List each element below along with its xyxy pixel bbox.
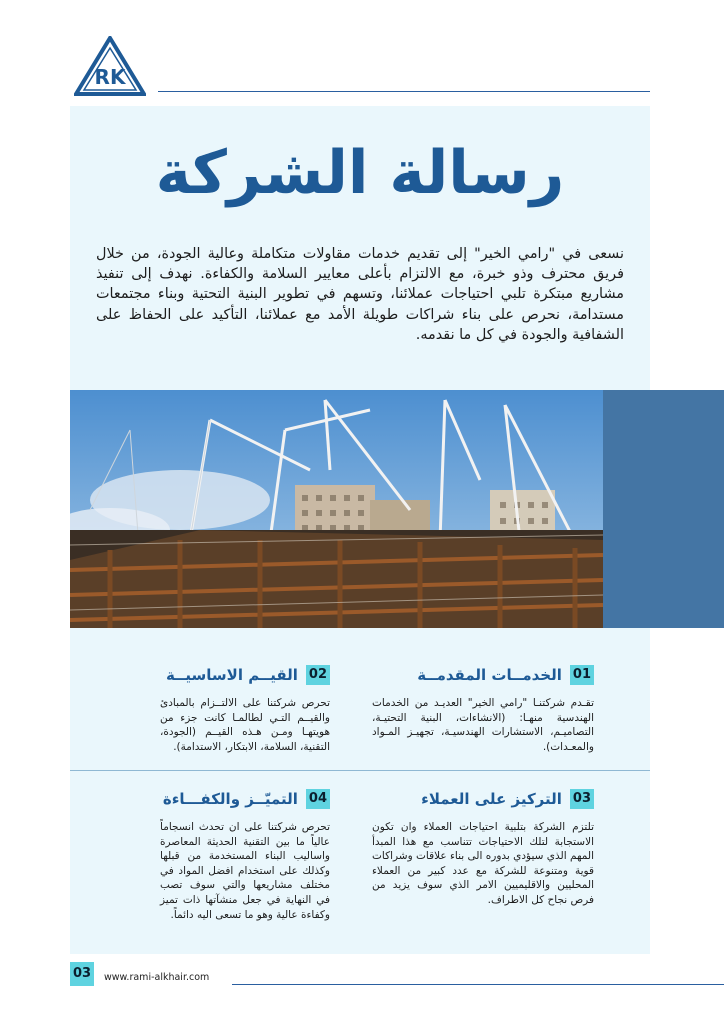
- card-title: القيــم الاساسيــة: [166, 666, 298, 684]
- card-text: تلتزم الشركة بتلبية احتياجات العملاء وان تكون الاستجابة لتلك الاحتياجات تتناسب مع هذا المبدأ المهم الذي سيؤدي بدوره الى بناء علاقات وشراكات قوية ومتنوعة للشركة مع عدد كبير من العملاء المحليين والاقليميين الامر الذي سوف يزيد من فرص نجاح كل الاطراف.: [372, 821, 594, 906]
- section-divider: [70, 770, 650, 771]
- card-excellence: [160, 788, 330, 922]
- side-color-block: [603, 390, 724, 628]
- card-title: التركيز على العملاء: [421, 790, 562, 808]
- card-title: التميّــز والكفـــاءة: [162, 790, 298, 808]
- card-text: تحرص شركتنا على ان تحدث انسجاماً عالياً ما بين التقنية الحديثة المعاصرة واساليب البناء المستخدمة من قبلها وكذلك على استخدام افضل المواد في مختلف مشاريعها والتي سوف تصب في النهاية في جعل منشآتها ذات تميز وكفاءة عالية وهو ما تسعى اليه دائماً.: [160, 821, 330, 921]
- card-customer-focus: [372, 788, 594, 908]
- card-services: [372, 664, 594, 754]
- card-text: تقـدم شركتنـا "رامي الخير" العديـد من الخدمات الهندسية منهـا: (الانشاءات، البنية التحتيـة، التصاميـم، الاستشارات الهندسيـة، تجهيـز المـواد والمعـدات).: [372, 697, 594, 753]
- page-number: 03: [70, 962, 94, 986]
- website-link[interactable]: www.rami-alkhair.com: [104, 972, 210, 983]
- card-number: 01: [570, 665, 594, 685]
- card-number: 03: [570, 789, 594, 809]
- mission-paragraph: نسعى في "رامي الخير" إلى تقديم خدمات مقاولات متكاملة وعالية الجودة، من خلال فريق محترف وذو خبرة، مع الالتزام بأعلى معايير السلامة والكفاءة. نهدف إلى تنفيذ مشاريع مبتكرة تلبي احتياجات عملائنا، وتسهم في تطوير البنية التحتية وبناء مجتمعات مستدامة، نحرص على بناء شراكات طويلة الأمد مع عملائنا، التأكيد على الحفاظ على الشفافية والجودة في كل ما نقدمه.: [96, 246, 624, 343]
- card-values: [160, 664, 330, 754]
- company-logo: [74, 36, 146, 96]
- page-title: رسالة الشركة: [155, 138, 565, 208]
- logo-text: RK: [94, 65, 126, 89]
- footer-rule: [232, 984, 724, 985]
- card-number: 02: [306, 665, 330, 685]
- header-rule: [158, 91, 650, 92]
- card-number: 04: [306, 789, 330, 809]
- construction-photo: [70, 390, 603, 628]
- card-title: الخدمــات المقدمــة: [417, 666, 562, 684]
- card-text: تحرص شركتنا على الالتــزام بالمبادئ والقيــم التـي لطالمـا كانت جزء من هويتهـا ومـن هـذه القيــم (الجودة، التقنية، السلامة، الابتكار، الاستدامة).: [160, 697, 330, 753]
